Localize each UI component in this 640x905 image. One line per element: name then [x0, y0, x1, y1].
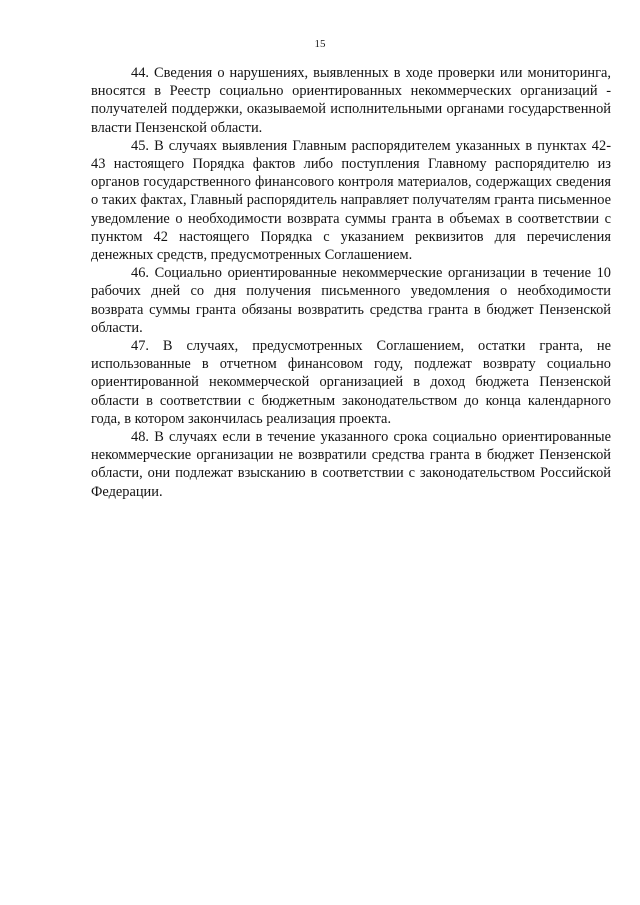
paragraph-46: 46. Социально ориентированные некоммерческие организации в течение 10 рабочих дней со дня получения письменного уведомления о необходимости возврата суммы гранта обязаны возвратить средства гранта в бюджет Пензенской области. [91, 265, 611, 336]
paragraph-48: 48. В случаях если в течение указанного срока социально ориентированные некоммерческие организации не возвратили средства гранта в бюджет Пензенской области, они подлежат взысканию в соответствии с законодательством Российской Федерации. [91, 429, 611, 500]
paragraph-45: 45. В случаях выявления Главным распорядителем указанных в пунктах 42-43 настоящего Порядка фактов либо поступления Главному распорядителю из органов государственного финансового контроля материалов, содержащих сведения о таких фактах, Главный распорядитель направляет получателям гранта письменное уведомление о необходимости возврата суммы гранта в объемах в соответствии с пунктом 42 настоящего Порядка с указанием реквизитов для перечисления денежных средств, предусмотренных Соглашением. [91, 137, 611, 264]
document-body [91, 64, 611, 501]
paragraph-47: 47. В случаях, предусмотренных Соглашением, остатки гранта, не использованные в отчетном финансовом году, подлежат возврату социально ориентированной некоммерческой организацией в доход бюджета Пензенской области в соответствии с бюджетным законодательством до конца календарного года, в котором закончилась реализация проекта. [91, 338, 611, 427]
page-number: 15 [314, 38, 326, 50]
paragraph-44: 44. Сведения о нарушениях, выявленных в ходе проверки или мониторинга, вносятся в Реестр социально ориентированных некоммерческих организаций - получателей поддержки, оказываемой исполнительными органами государственной власти Пензенской области. [91, 65, 611, 136]
